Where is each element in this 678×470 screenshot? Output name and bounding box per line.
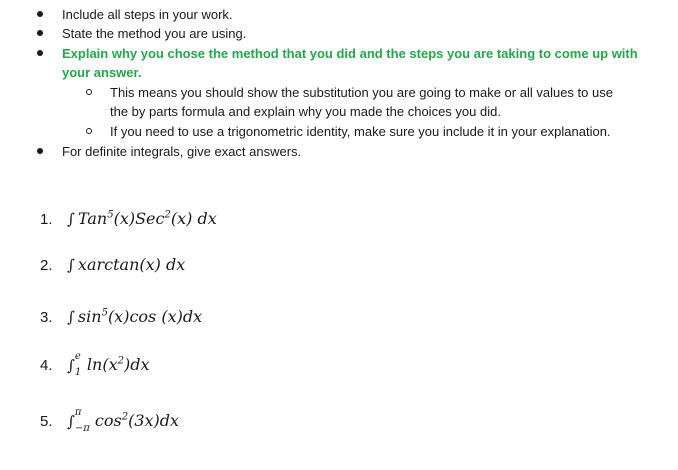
integral-sign: ∫ [67,356,75,375]
integral-sign: ∫ [67,256,75,274]
problem-expression: (x)Sec [113,209,165,229]
integral-limits [74,351,87,378]
integral-sign: ∫ [67,412,75,431]
upper-limit: π [74,407,82,418]
sub-bullet-circle-icon [86,128,92,134]
problem-number: 5. [40,413,53,431]
sub-instruction-text: This means you should show the substitution you are going to make or all values to use [110,85,613,100]
integral-sign: ∫ [67,308,75,327]
sub-bullet-circle-icon [86,89,92,95]
problem-expression: xarctan(x) dx [77,255,186,274]
instruction-text: For definite integrals, give exact answers. [62,144,302,159]
sub-instruction-text: If you need to use a trigonometric identity, make sure you include it in your explanation. [110,124,611,139]
problem-expression: (x)cos (x)dx [107,307,203,327]
exponent: 5 [101,308,108,319]
problem-expression: (x) dx [170,209,217,229]
problem-expression: Tan [77,209,108,229]
problem-number: 3. [40,309,53,327]
instruction-text: State the method you are using. [62,26,247,41]
problem-number: 2. [40,257,53,274]
problem-3 [40,304,202,328]
instruction-text-highlighted: Explain why you chose the method that you did and the steps you are taking to come up with [62,46,638,61]
bullet-dot-icon [37,50,43,56]
problem-expression: (3x)dx [128,411,180,431]
sub-instruction-text: the by parts formula and explain why you made the choices you did. [110,104,501,119]
problem-expression: sin [77,307,102,327]
instruction-text: Include all steps in your work. [62,7,233,22]
bullet-dot-icon [37,30,43,36]
problem-1 [40,206,217,230]
integral-sign: ∫ [67,210,75,229]
bullet-dot-icon [37,11,43,17]
problem-number: 1. [40,211,53,229]
problem-expression: )dx [123,355,150,375]
problem-5 [40,408,179,432]
bullet-dot-icon [37,148,43,154]
problem-number: 4. [40,357,53,375]
lower-limit: 1 [74,367,82,378]
problem-expression: cos [94,411,122,431]
exponent: 5 [107,210,114,221]
exponent: 2 [164,210,171,221]
problem-2 [40,255,185,276]
exponent: 2 [121,412,129,423]
integral-limits [74,407,95,434]
lower-limit: −π [74,423,90,434]
instruction-text-highlighted: your answer. [62,65,142,80]
exponent: 2 [117,356,124,367]
upper-limit: e [74,351,81,362]
problem-expression: ln(x [86,355,118,375]
problem-4 [40,352,150,376]
